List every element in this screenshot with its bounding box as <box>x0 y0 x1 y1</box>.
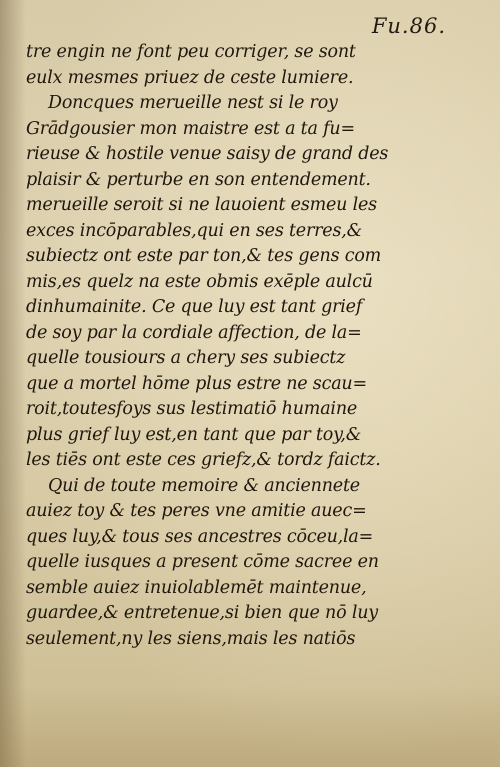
text-line: eulx mesmes priuez de ceste lumiere. <box>26 67 354 88</box>
text-line: exces incōparables,qui en ses terres,& <box>26 220 362 241</box>
text-line: dinhumainite. Ce que luy est tant grief <box>26 297 363 317</box>
text-line: que a mortel hōme plus estre ne scau= <box>26 373 367 394</box>
text-line: subiectz ont este par ton,& tes gens com <box>26 246 382 266</box>
gutter-shadow <box>0 0 26 767</box>
paragraph-start-line: Qui de toute memoire & anciennete <box>48 475 360 496</box>
text-line: plus grief luy est,en tant que par toy,& <box>26 424 362 445</box>
text-line: rieuse & hostile venue saisy de grand des <box>26 144 389 164</box>
text-line: tre engin ne font peu corriger, se sont <box>26 42 356 62</box>
text-line: guardee,& entretenue,si bien que nō luy <box>26 603 378 623</box>
text-line: plaisir & perturbe en son entendement. <box>26 169 371 190</box>
text-line: roit,toutesfoys sus lestimatiō humaine <box>26 399 358 419</box>
text-line: quelle iusques a present cōme sacree en <box>26 552 379 572</box>
text-line: mis,es quelz na este obmis exēple aulcū <box>26 271 373 292</box>
text-line: merueille seroit si ne lauoient esmeu les <box>26 195 377 215</box>
text-line: seulement,ny les siens,mais les natiōs <box>26 628 356 649</box>
page-stain <box>0 687 500 767</box>
folio-number: Fu.86. <box>371 14 446 38</box>
text-line: les tiēs ont este ces griefz,& tordz faictz. <box>26 450 381 470</box>
text-line: ques luy,& tous ses ancestres cōceu,la= <box>26 526 374 547</box>
text-line: de soy par la cordiale affection, de la= <box>26 322 362 343</box>
text-line: semble auiez inuiolablemēt maintenue, <box>26 577 367 598</box>
text-line: auiez toy & tes peres vne amitie auec= <box>26 501 367 521</box>
body-text <box>26 40 466 652</box>
paragraph-start-line: Doncques merueille nest si le roy <box>48 93 338 113</box>
text-line: Grādgousier mon maistre est a ta fu= <box>26 118 355 139</box>
text-line: quelle tousiours a chery ses subiectz <box>26 348 346 368</box>
